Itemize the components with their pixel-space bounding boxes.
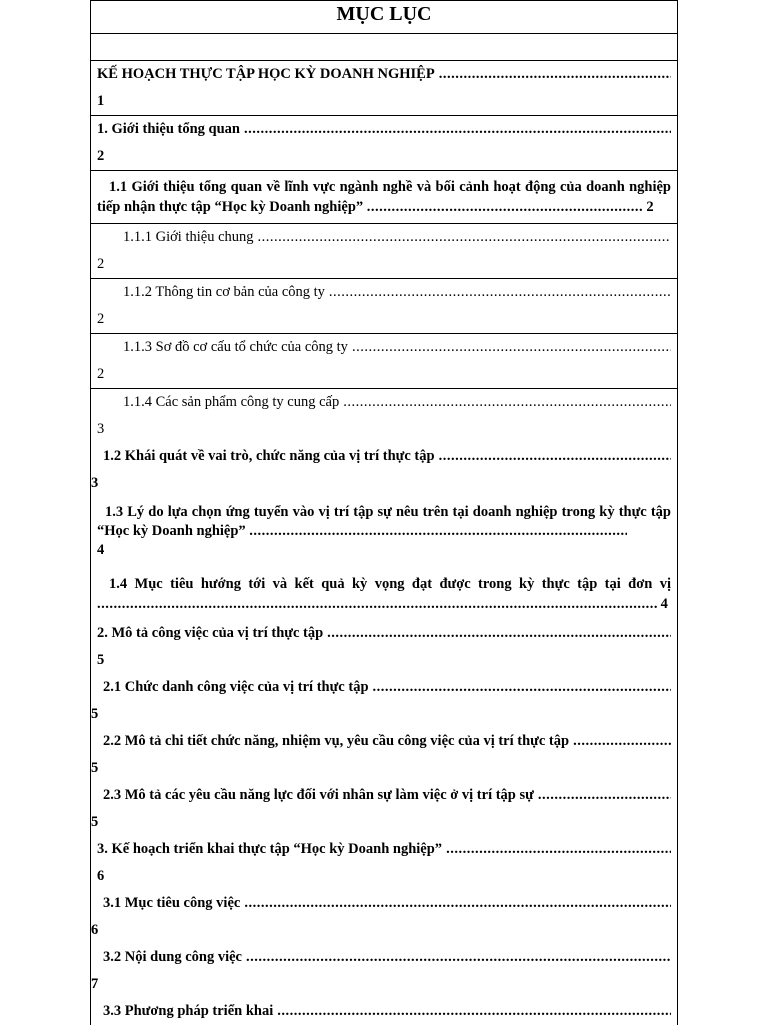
leader-dots	[244, 116, 671, 143]
toc-entry[interactable]	[91, 334, 677, 389]
blank-row	[91, 34, 677, 61]
toc-entry-text: 1.1.3 Sơ đồ cơ cấu tổ chức của công ty	[123, 339, 348, 355]
toc-entry[interactable]	[91, 674, 677, 728]
toc-page-number: 3	[91, 475, 99, 491]
toc-page-number: 5	[97, 652, 105, 668]
toc-entry[interactable]	[91, 728, 677, 782]
leader-dots	[329, 279, 671, 306]
toc-entry[interactable]	[91, 171, 677, 224]
toc-entry[interactable]	[91, 443, 677, 497]
toc-entry-text: 3.1 Mục tiêu công việc	[103, 895, 241, 911]
toc-entry-text: 1.3 Lý do lựa chọn ứng tuyển vào vị trí tập sự nêu trên tại doanh nghiệp trong kỳ thực tập “Học kỳ Doanh nghiệp”	[97, 504, 671, 539]
toc-page-number: 4	[660, 596, 668, 612]
toc-entry-text: 2.3 Mô tả các yêu cầu năng lực đối với nhân sự làm việc ở vị trí tập sự	[103, 787, 534, 803]
toc-entry[interactable]	[91, 944, 677, 998]
toc-entry-text: 3.2 Nội dung công việc	[103, 949, 242, 965]
leader-dots	[439, 443, 671, 470]
toc-page-number: 6	[97, 868, 105, 884]
leader-dots	[258, 224, 672, 251]
toc-entry-text: 1.1.4 Các sản phẩm công ty cung cấp	[123, 394, 340, 410]
leader-dots	[573, 728, 671, 755]
leader-dots	[244, 890, 671, 917]
toc-page-number: 2	[646, 199, 654, 215]
toc-entry[interactable]	[91, 279, 677, 334]
toc-page-number: 2	[97, 311, 105, 327]
toc-entry-text: 2.2 Mô tả chi tiết chức năng, nhiệm vụ, yêu cầu công việc của vị trí thực tập	[103, 733, 570, 749]
leader-dots	[538, 782, 671, 809]
toc-entry[interactable]	[91, 497, 677, 566]
toc-page-number: 4	[97, 542, 105, 558]
toc-entry[interactable]	[91, 620, 677, 674]
leader-dots	[439, 61, 671, 88]
leader-dots	[367, 197, 643, 217]
leader-dots	[97, 594, 657, 614]
toc-entry[interactable]	[91, 116, 677, 171]
toc-entry-text: 2. Mô tả công việc của vị trí thực tập	[97, 625, 324, 641]
toc-page-number: 2	[97, 366, 105, 382]
toc-page-number: 1	[97, 93, 105, 109]
leader-dots	[343, 389, 671, 416]
toc-page-number: 2	[97, 148, 105, 164]
toc-table	[90, 0, 678, 1025]
toc-entry-text: 3. Kế hoạch triển khai thực tập “Học kỳ Doanh nghiệp”	[97, 841, 443, 857]
toc-page-number: 5	[91, 760, 99, 776]
toc-page-number: 6	[91, 922, 99, 938]
toc-page-number: 3	[97, 421, 105, 437]
toc-entry-text: 1.1.2 Thông tin cơ bản của công ty	[123, 284, 325, 300]
toc-entry[interactable]	[91, 836, 677, 890]
toc-entry-text: 3.3 Phương pháp triển khai	[103, 1003, 274, 1019]
toc-page-number: 2	[97, 256, 105, 272]
leader-dots	[277, 998, 671, 1025]
toc-page-number: 7	[91, 976, 99, 992]
leader-dots	[373, 674, 671, 701]
toc-entry[interactable]	[91, 61, 677, 116]
toc-entry[interactable]	[91, 566, 677, 620]
toc-entry[interactable]	[91, 782, 677, 836]
toc-entry-text: 1.2 Khái quát về vai trò, chức năng của vị trí thực tập	[103, 448, 435, 464]
toc-entry[interactable]	[91, 890, 677, 944]
toc-page-number: 5	[91, 814, 99, 830]
toc-entry-text: 2.1 Chức danh công việc của vị trí thực tập	[103, 679, 369, 695]
toc-entry-text: 1.4 Mục tiêu hướng tới và kết quả kỳ vọng đạt được trong kỳ thực tập tại đơn vị	[109, 576, 671, 592]
leader-dots	[246, 944, 671, 971]
leader-dots	[446, 836, 671, 863]
toc-page-number: 5	[91, 706, 99, 722]
toc-entry[interactable]	[91, 389, 677, 443]
leader-dots	[327, 620, 671, 647]
toc-entry-text: 1.1.1 Giới thiệu chung	[123, 229, 254, 245]
leader-dots	[352, 334, 671, 361]
toc-entry[interactable]	[91, 224, 677, 279]
toc-entry-text: KẾ HOẠCH THỰC TẬP HỌC KỲ DOANH NGHIỆP	[97, 66, 435, 82]
toc-entry-text: 1.1 Giới thiệu tổng quan về lĩnh vực ngành nghề và bối cảnh hoạt động của doanh nghiệp tiếp nhận thực tập “Học kỳ Doanh nghiệp”	[97, 179, 671, 215]
page-title: MỤC LỤC	[91, 1, 677, 34]
leader-dots	[249, 522, 627, 541]
toc-entry[interactable]	[91, 998, 677, 1025]
toc-entry-text: 1. Giới thiệu tổng quan	[97, 121, 240, 137]
